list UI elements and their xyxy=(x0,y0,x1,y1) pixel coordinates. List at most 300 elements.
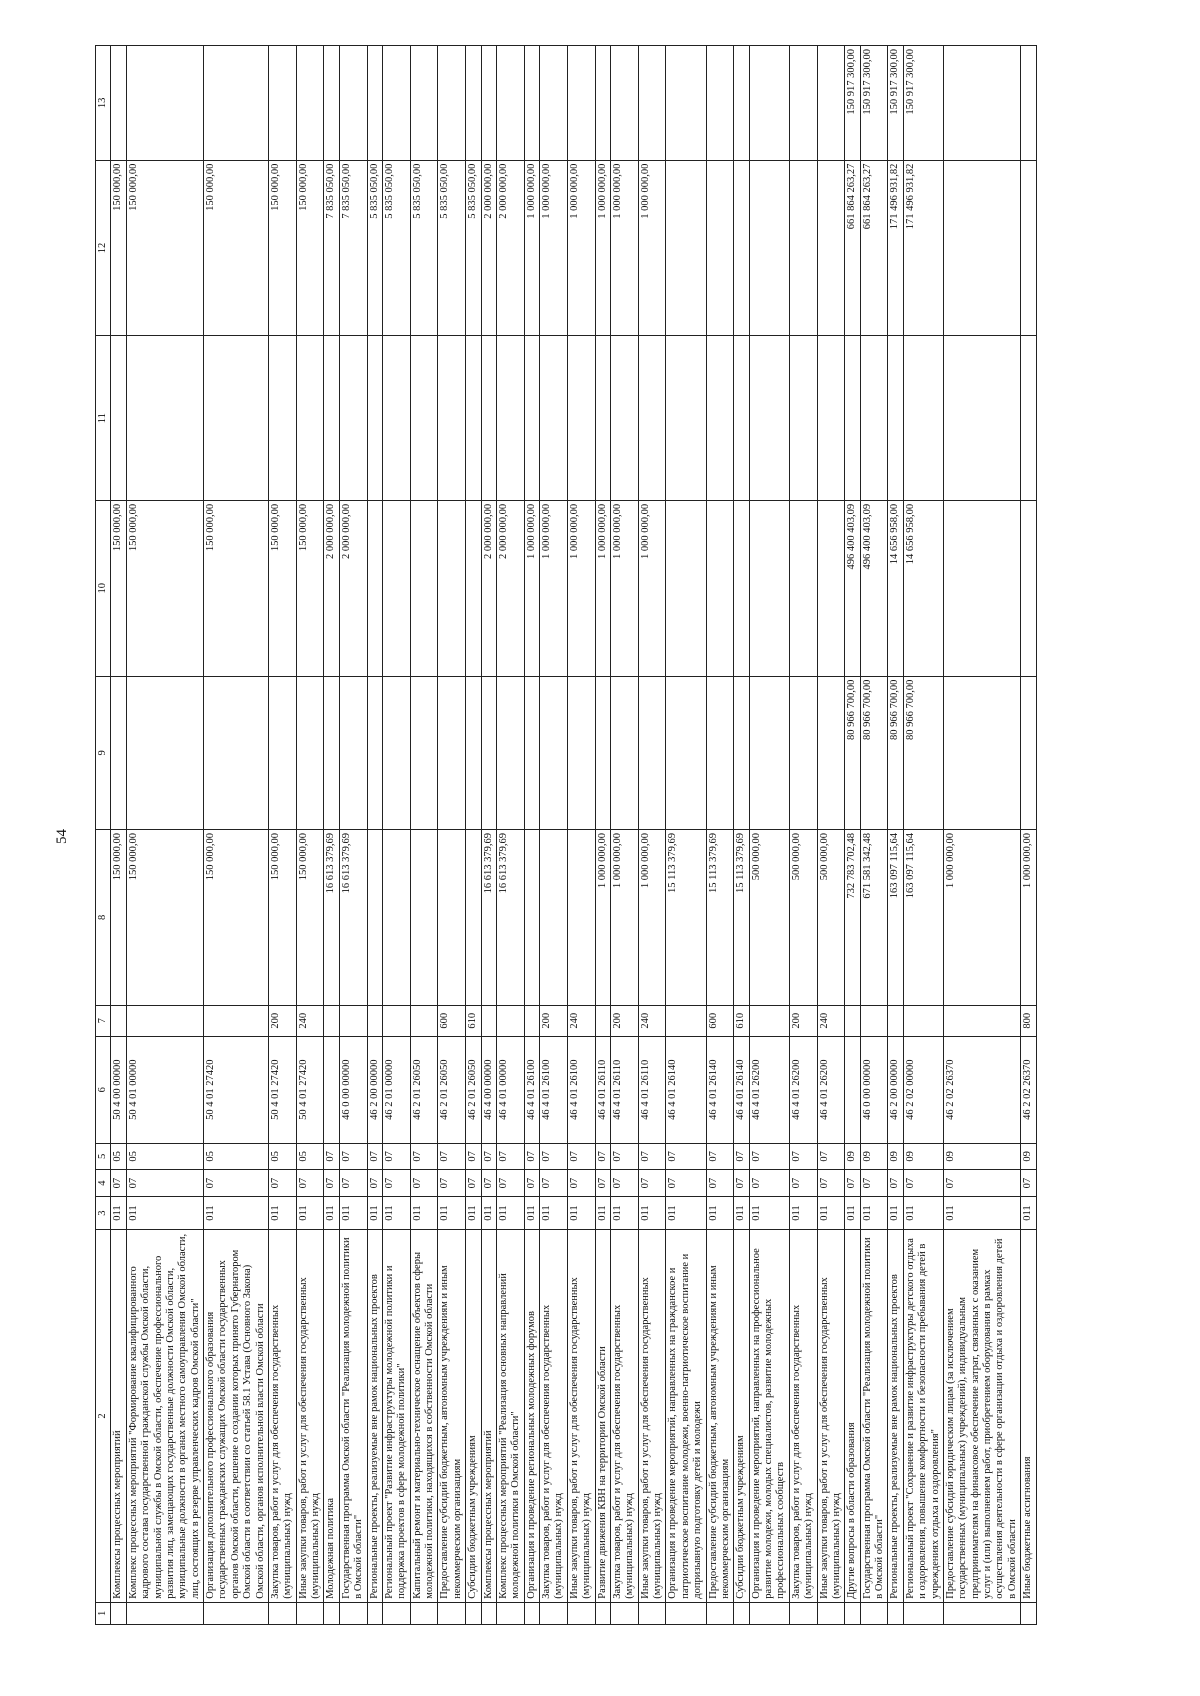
cell-c8 xyxy=(524,830,539,1006)
cell-c11 xyxy=(126,336,203,501)
table-row xyxy=(438,46,466,1625)
cell-c3: 011 xyxy=(1021,1196,1036,1229)
cell-c4: 07 xyxy=(638,1170,666,1197)
cell-c10: 2 000 000,00 xyxy=(324,500,339,676)
cell-c5: 05 xyxy=(268,1143,296,1170)
cell-c11 xyxy=(324,336,339,501)
cell-c3: 011 xyxy=(438,1196,466,1229)
cell-c9 xyxy=(496,676,524,829)
header-cell-7: 7 xyxy=(96,1005,111,1036)
cell-c12 xyxy=(789,160,817,336)
cell-c8: 1 000 000,00 xyxy=(610,830,638,1006)
cell-c4: 07 xyxy=(567,1170,595,1197)
cell-c7: 610 xyxy=(734,1005,749,1036)
table-row xyxy=(903,46,943,1625)
cell-c11 xyxy=(749,336,789,501)
cell-c13 xyxy=(734,46,749,161)
cell-c7 xyxy=(367,1005,382,1036)
cell-c13 xyxy=(540,46,568,161)
cell-c13 xyxy=(666,46,706,161)
cell-c13 xyxy=(1021,46,1036,161)
cell-c8: 15 113 379,69 xyxy=(706,830,734,1006)
cell-c11 xyxy=(496,336,524,501)
row-name: Субсидии бюджетным учреждениям xyxy=(466,1230,481,1603)
cell-c10 xyxy=(382,500,410,676)
cell-c13 xyxy=(706,46,734,161)
cell-c11 xyxy=(860,336,888,501)
cell-c8 xyxy=(466,830,481,1006)
table-row xyxy=(666,46,706,1625)
cell-c7: 200 xyxy=(789,1005,817,1036)
cell-c5: 07 xyxy=(666,1143,706,1170)
cell-c7 xyxy=(324,1005,339,1036)
table-row xyxy=(204,46,269,1625)
cell-c12 xyxy=(666,160,706,336)
table-row xyxy=(749,46,789,1625)
cell-c10 xyxy=(789,500,817,676)
cell-c6 xyxy=(324,1036,339,1143)
cell-c13 xyxy=(638,46,666,161)
row-name: Региональный проект "Сохранение и развитие инфраструктуры детского отдыха и оздоровления, повышение комфортности и безопасности пребывания детей в учреждениях отдыха и оздоровления" xyxy=(903,1230,943,1603)
cell-c11 xyxy=(466,336,481,501)
cell-c13 xyxy=(268,46,296,161)
cell-c9: 80 966 700,00 xyxy=(860,676,888,829)
table-row xyxy=(126,46,203,1625)
row-index-cell xyxy=(595,1602,610,1624)
cell-c7 xyxy=(903,1005,943,1036)
cell-c8: 732 783 702,48 xyxy=(845,830,860,1006)
cell-c11 xyxy=(595,336,610,501)
cell-c9 xyxy=(324,676,339,829)
cell-c11 xyxy=(410,336,438,501)
cell-c7 xyxy=(382,1005,410,1036)
budget-table xyxy=(95,45,1037,1625)
row-name: Молодежная политика xyxy=(324,1230,339,1603)
cell-c4: 07 xyxy=(903,1170,943,1197)
cell-c5: 07 xyxy=(749,1143,789,1170)
cell-c3: 011 xyxy=(382,1196,410,1229)
cell-c7: 600 xyxy=(706,1005,734,1036)
cell-c3: 011 xyxy=(638,1196,666,1229)
cell-c3: 011 xyxy=(540,1196,568,1229)
cell-c11 xyxy=(734,336,749,501)
table-row xyxy=(367,46,382,1625)
cell-c11 xyxy=(1021,336,1036,501)
cell-c13: 150 917 300,00 xyxy=(888,46,903,161)
table-row xyxy=(845,46,860,1625)
cell-c5: 09 xyxy=(845,1143,860,1170)
cell-c11 xyxy=(610,336,638,501)
cell-c5: 09 xyxy=(1021,1143,1036,1170)
cell-c9 xyxy=(610,676,638,829)
cell-c8: 163 097 115,64 xyxy=(888,830,903,1006)
cell-c3: 011 xyxy=(466,1196,481,1229)
cell-c9 xyxy=(638,676,666,829)
row-name: Комплексы процессных мероприятий xyxy=(111,1230,126,1603)
cell-c7: 200 xyxy=(540,1005,568,1036)
table-row xyxy=(1021,46,1036,1625)
cell-c13 xyxy=(367,46,382,161)
cell-c7 xyxy=(888,1005,903,1036)
cell-c12: 1 000 000,00 xyxy=(567,160,595,336)
cell-c10 xyxy=(943,500,1020,676)
row-name: Субсидии бюджетным учреждениям xyxy=(734,1230,749,1603)
cell-c9 xyxy=(296,676,324,829)
row-name: Другие вопросы в области образования xyxy=(845,1230,860,1603)
cell-c9 xyxy=(567,676,595,829)
row-name: Комплекс процессных мероприятий "Реализация основных направлений молодежной политики в Омской области" xyxy=(496,1230,524,1603)
cell-c11 xyxy=(817,336,845,501)
table-row xyxy=(595,46,610,1625)
row-name: Предоставление субсидий юридическим лицам (за исключением государственных (муниципальных) учреждений), индивидуальным предпринимателям на финансовое обеспечение затрат, связанных с оказанием услуг и (или) выполнением работ, приобретением оборудования в рамках осуществления деятельности в сфере организации отдыха и оздоровления детей в Омской области xyxy=(943,1230,1020,1603)
cell-c13 xyxy=(524,46,539,161)
row-index-cell xyxy=(888,1602,903,1624)
cell-c6: 46 4 00 00000 xyxy=(481,1036,496,1143)
cell-c9 xyxy=(466,676,481,829)
cell-c10 xyxy=(734,500,749,676)
cell-c9 xyxy=(817,676,845,829)
table-row xyxy=(540,46,568,1625)
cell-c13 xyxy=(466,46,481,161)
cell-c6: 46 0 00 00000 xyxy=(339,1036,367,1143)
row-name: Закупка товаров, работ и услуг для обеспечения государственных (муниципальных) нужд xyxy=(789,1230,817,1603)
cell-c7 xyxy=(204,1005,269,1036)
cell-c11 xyxy=(666,336,706,501)
cell-c7: 200 xyxy=(268,1005,296,1036)
cell-c8: 671 581 342,48 xyxy=(860,830,888,1006)
cell-c13: 150 917 300,00 xyxy=(903,46,943,161)
cell-c5: 07 xyxy=(481,1143,496,1170)
cell-c12 xyxy=(943,160,1020,336)
cell-c4: 07 xyxy=(204,1170,269,1197)
row-index-cell xyxy=(466,1602,481,1624)
cell-c7: 800 xyxy=(1021,1005,1036,1036)
cell-c11 xyxy=(367,336,382,501)
cell-c4: 07 xyxy=(111,1170,126,1197)
cell-c5: 07 xyxy=(524,1143,539,1170)
cell-c5: 07 xyxy=(496,1143,524,1170)
cell-c13 xyxy=(789,46,817,161)
cell-c3: 011 xyxy=(749,1196,789,1229)
cell-c4: 07 xyxy=(610,1170,638,1197)
cell-c3: 011 xyxy=(567,1196,595,1229)
header-cell-2: 2 xyxy=(96,1230,111,1603)
row-index-cell xyxy=(610,1602,638,1624)
cell-c6: 46 4 01 26110 xyxy=(638,1036,666,1143)
cell-c5: 05 xyxy=(126,1143,203,1170)
cell-c12: 1 000 000,00 xyxy=(595,160,610,336)
cell-c8: 16 613 379,69 xyxy=(339,830,367,1006)
cell-c9 xyxy=(438,676,466,829)
cell-c3: 011 xyxy=(860,1196,888,1229)
cell-c4: 07 xyxy=(382,1170,410,1197)
cell-c10 xyxy=(438,500,466,676)
cell-c10 xyxy=(817,500,845,676)
row-index-cell xyxy=(789,1602,817,1624)
cell-c11 xyxy=(268,336,296,501)
row-name: Закупка товаров, работ и услуг для обеспечения государственных (муниципальных) нужд xyxy=(540,1230,568,1603)
cell-c11 xyxy=(382,336,410,501)
cell-c6: 46 0 00 00000 xyxy=(860,1036,888,1143)
cell-c11 xyxy=(540,336,568,501)
cell-c6: 46 4 01 26200 xyxy=(789,1036,817,1143)
cell-c12: 661 864 263,27 xyxy=(845,160,860,336)
row-name: Комплексы процессных мероприятий xyxy=(481,1230,496,1603)
cell-c12: 2 000 000,00 xyxy=(481,160,496,336)
cell-c9 xyxy=(734,676,749,829)
cell-c10: 150 000,00 xyxy=(126,500,203,676)
row-index-cell xyxy=(638,1602,666,1624)
cell-c5: 07 xyxy=(438,1143,466,1170)
cell-c8: 150 000,00 xyxy=(204,830,269,1006)
cell-c4: 07 xyxy=(666,1170,706,1197)
cell-c7 xyxy=(845,1005,860,1036)
table-row xyxy=(706,46,734,1625)
cell-c10: 150 000,00 xyxy=(204,500,269,676)
cell-c10: 1 000 000,00 xyxy=(524,500,539,676)
cell-c4: 07 xyxy=(339,1170,367,1197)
cell-c5: 07 xyxy=(595,1143,610,1170)
cell-c10 xyxy=(367,500,382,676)
cell-c5: 09 xyxy=(860,1143,888,1170)
table-row xyxy=(888,46,903,1625)
cell-c6: 50 4 01 27420 xyxy=(204,1036,269,1143)
cell-c12: 150 000,00 xyxy=(111,160,126,336)
cell-c9 xyxy=(339,676,367,829)
cell-c6: 46 4 01 26110 xyxy=(610,1036,638,1143)
cell-c10: 1 000 000,00 xyxy=(540,500,568,676)
header-cell-4: 4 xyxy=(96,1170,111,1197)
cell-c5: 09 xyxy=(943,1143,1020,1170)
cell-c9 xyxy=(410,676,438,829)
cell-c8 xyxy=(410,830,438,1006)
header-cell-3: 3 xyxy=(96,1196,111,1229)
cell-c7 xyxy=(749,1005,789,1036)
cell-c10: 14 656 958,00 xyxy=(903,500,943,676)
cell-c9 xyxy=(540,676,568,829)
cell-c11 xyxy=(438,336,466,501)
row-index-cell xyxy=(496,1602,524,1624)
cell-c9: 80 966 700,00 xyxy=(888,676,903,829)
cell-c12: 2 000 000,00 xyxy=(496,160,524,336)
cell-c5: 07 xyxy=(382,1143,410,1170)
cell-c12: 1 000 000,00 xyxy=(524,160,539,336)
table-row xyxy=(296,46,324,1625)
cell-c4: 07 xyxy=(817,1170,845,1197)
cell-c4: 07 xyxy=(324,1170,339,1197)
cell-c3: 011 xyxy=(666,1196,706,1229)
row-name: Организация дополнительного профессионального образования государственных гражданских служащих Омской области государственных органов Омской области, решение о создании которых принято Губернатором Омской области в соответствии со статьей 58.1 Устава (Основного Закона) Омской области, органов исполнительной власти Омской области xyxy=(204,1230,269,1603)
row-index-cell xyxy=(845,1602,860,1624)
cell-c6: 46 4 01 26140 xyxy=(706,1036,734,1143)
row-index-cell xyxy=(1021,1602,1036,1624)
cell-c4: 07 xyxy=(888,1170,903,1197)
row-index-cell xyxy=(567,1602,595,1624)
cell-c5: 05 xyxy=(204,1143,269,1170)
cell-c9 xyxy=(126,676,203,829)
row-name: Иные бюджетные ассигнования xyxy=(1021,1230,1036,1603)
cell-c6: 46 2 01 00000 xyxy=(382,1036,410,1143)
cell-c4: 07 xyxy=(296,1170,324,1197)
cell-c5: 07 xyxy=(817,1143,845,1170)
cell-c6: 46 4 01 26110 xyxy=(595,1036,610,1143)
row-index-cell xyxy=(666,1602,706,1624)
cell-c12: 150 000,00 xyxy=(126,160,203,336)
cell-c13 xyxy=(111,46,126,161)
cell-c3: 011 xyxy=(339,1196,367,1229)
cell-c9 xyxy=(749,676,789,829)
cell-c12: 5 835 050,00 xyxy=(382,160,410,336)
cell-c10 xyxy=(1021,500,1036,676)
cell-c4: 07 xyxy=(496,1170,524,1197)
cell-c4: 07 xyxy=(540,1170,568,1197)
cell-c8: 1 000 000,00 xyxy=(943,830,1020,1006)
cell-c4: 07 xyxy=(860,1170,888,1197)
cell-c8: 16 613 379,69 xyxy=(496,830,524,1006)
cell-c3: 011 xyxy=(496,1196,524,1229)
cell-c7: 240 xyxy=(567,1005,595,1036)
cell-c12: 7 835 050,00 xyxy=(339,160,367,336)
row-name: Закупка товаров, работ и услуг для обеспечения государственных (муниципальных) нужд xyxy=(268,1230,296,1603)
cell-c5: 05 xyxy=(111,1143,126,1170)
table-row xyxy=(481,46,496,1625)
cell-c11 xyxy=(296,336,324,501)
cell-c6: 50 4 01 27420 xyxy=(296,1036,324,1143)
cell-c9 xyxy=(524,676,539,829)
header-cell-11: 11 xyxy=(96,336,111,501)
cell-c13 xyxy=(324,46,339,161)
cell-c3: 011 xyxy=(595,1196,610,1229)
row-index-cell xyxy=(324,1602,339,1624)
row-index-cell xyxy=(438,1602,466,1624)
row-index-cell xyxy=(943,1602,1020,1624)
row-index-cell xyxy=(296,1602,324,1624)
cell-c9 xyxy=(382,676,410,829)
cell-c7 xyxy=(111,1005,126,1036)
table-row xyxy=(789,46,817,1625)
cell-c5: 09 xyxy=(888,1143,903,1170)
cell-c4: 07 xyxy=(943,1170,1020,1197)
cell-c8 xyxy=(438,830,466,1006)
table-row xyxy=(324,46,339,1625)
cell-c13 xyxy=(126,46,203,161)
cell-c9: 80 966 700,00 xyxy=(903,676,943,829)
rotated-table-wrapper xyxy=(95,45,1125,1625)
cell-c10: 2 000 000,00 xyxy=(339,500,367,676)
row-index-cell xyxy=(524,1602,539,1624)
cell-c3: 011 xyxy=(204,1196,269,1229)
cell-c13 xyxy=(339,46,367,161)
cell-c4: 07 xyxy=(734,1170,749,1197)
cell-c4: 07 xyxy=(410,1170,438,1197)
header-cell-9: 9 xyxy=(96,676,111,829)
cell-c13 xyxy=(481,46,496,161)
cell-c9 xyxy=(943,676,1020,829)
cell-c7: 240 xyxy=(817,1005,845,1036)
cell-c7 xyxy=(860,1005,888,1036)
row-name: Организация и проведение мероприятий, направленных на профессиональное развитие молодежи, молодых специалистов, развитие молодежных профессиональных сообществ xyxy=(749,1230,789,1603)
cell-c8 xyxy=(567,830,595,1006)
cell-c13: 150 917 300,00 xyxy=(860,46,888,161)
cell-c8: 500 000,00 xyxy=(749,830,789,1006)
cell-c10: 2 000 000,00 xyxy=(496,500,524,676)
cell-c4: 07 xyxy=(595,1170,610,1197)
cell-c8: 1 000 000,00 xyxy=(595,830,610,1006)
cell-c12: 5 835 050,00 xyxy=(466,160,481,336)
row-name: Предоставление субсидий бюджетным, автономным учреждениям и иным некоммерческим организациям xyxy=(706,1230,734,1603)
cell-c10 xyxy=(410,500,438,676)
cell-c4: 07 xyxy=(438,1170,466,1197)
cell-c13 xyxy=(204,46,269,161)
row-name: Региональные проекты, реализуемые вне рамок национальных проектов xyxy=(888,1230,903,1603)
table-row xyxy=(524,46,539,1625)
page-number: 54 xyxy=(54,829,70,844)
cell-c3: 011 xyxy=(126,1196,203,1229)
header-row xyxy=(96,46,111,1625)
row-index-cell xyxy=(706,1602,734,1624)
cell-c13 xyxy=(749,46,789,161)
cell-c4: 07 xyxy=(268,1170,296,1197)
cell-c8: 150 000,00 xyxy=(296,830,324,1006)
cell-c12: 7 835 050,00 xyxy=(324,160,339,336)
cell-c8 xyxy=(367,830,382,1006)
header-cell-10: 10 xyxy=(96,500,111,676)
cell-c11 xyxy=(339,336,367,501)
cell-c11 xyxy=(481,336,496,501)
header-cell-13: 13 xyxy=(96,46,111,161)
row-name: Капитальный ремонт и материально-техническое оснащение объектов сферы молодежной политики, находящихся в собственности Омской области xyxy=(410,1230,438,1603)
cell-c11 xyxy=(789,336,817,501)
cell-c10: 1 000 000,00 xyxy=(567,500,595,676)
cell-c9 xyxy=(481,676,496,829)
header-cell-12: 12 xyxy=(96,160,111,336)
cell-c5: 07 xyxy=(367,1143,382,1170)
cell-c9 xyxy=(789,676,817,829)
cell-c4: 07 xyxy=(126,1170,203,1197)
cell-c6: 46 4 01 00000 xyxy=(496,1036,524,1143)
cell-c6: 50 4 01 00000 xyxy=(126,1036,203,1143)
cell-c3: 011 xyxy=(610,1196,638,1229)
cell-c6: 46 2 02 26370 xyxy=(943,1036,1020,1143)
cell-c8: 16 613 379,69 xyxy=(481,830,496,1006)
cell-c7 xyxy=(595,1005,610,1036)
row-name: Иные закупки товаров, работ и услуг для обеспечения государственных (муниципальных) нужд xyxy=(638,1230,666,1603)
cell-c11 xyxy=(706,336,734,501)
cell-c10 xyxy=(466,500,481,676)
row-name: Государственная программа Омской области "Реализация молодежной политики в Омской области" xyxy=(339,1230,367,1603)
row-name: Иные закупки товаров, работ и услуг для обеспечения государственных (муниципальных) нужд xyxy=(817,1230,845,1603)
cell-c8 xyxy=(540,830,568,1006)
cell-c13 xyxy=(382,46,410,161)
cell-c8: 1 000 000,00 xyxy=(638,830,666,1006)
cell-c3: 011 xyxy=(789,1196,817,1229)
row-index-cell xyxy=(410,1602,438,1624)
cell-c5: 07 xyxy=(324,1143,339,1170)
cell-c7: 200 xyxy=(610,1005,638,1036)
cell-c5: 07 xyxy=(610,1143,638,1170)
cell-c10: 2 000 000,00 xyxy=(481,500,496,676)
cell-c6: 46 4 01 26100 xyxy=(567,1036,595,1143)
cell-c8: 150 000,00 xyxy=(268,830,296,1006)
cell-c5: 09 xyxy=(903,1143,943,1170)
cell-c6: 46 2 00 00000 xyxy=(888,1036,903,1143)
cell-c6: 46 4 01 26100 xyxy=(524,1036,539,1143)
cell-c3: 011 xyxy=(296,1196,324,1229)
row-index-cell xyxy=(367,1602,382,1624)
header-cell-6: 6 xyxy=(96,1036,111,1143)
cell-c11 xyxy=(204,336,269,501)
cell-c11 xyxy=(888,336,903,501)
